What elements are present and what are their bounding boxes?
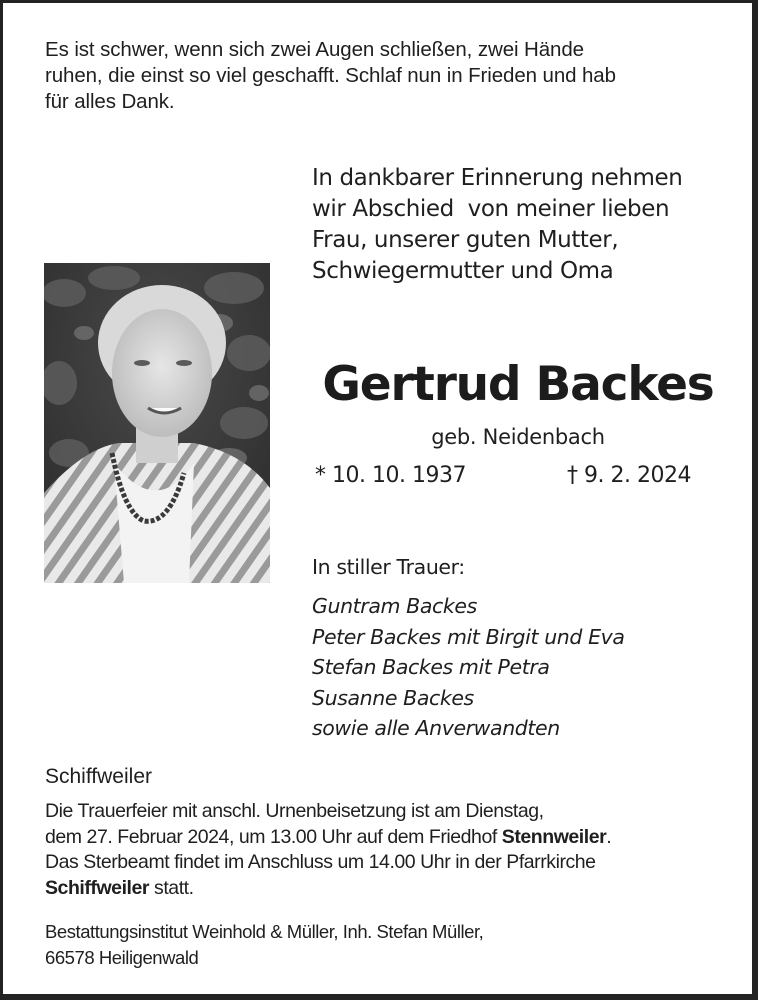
mourner-name: sowie alle Anverwandten (312, 716, 560, 740)
portrait-image-icon (44, 263, 270, 583)
mourners-list (312, 591, 732, 744)
deceased-name: Gertrud Backes (322, 357, 714, 412)
funeral-home (45, 919, 745, 970)
funeral-home-line: Bestattungsinstitut Weinhold & Müller, Inh. Stefan Müller, (45, 921, 484, 942)
funeral-home-line: 66578 Heiligenwald (45, 946, 199, 968)
memory-line: In dankbarer Erinnerung nehmen (312, 165, 683, 191)
mourner-name: Peter Backes mit Birgit und Eva (312, 624, 625, 649)
intro-verse (45, 37, 735, 115)
service-text: . (606, 825, 612, 848)
death-date: † 9. 2. 2024 (567, 463, 691, 488)
intro-line: für alles Dank. (45, 90, 175, 113)
cemetery-name: Stennweiler (501, 825, 607, 848)
birth-date: * 10. 10. 1937 (315, 463, 466, 488)
church-location: Schiffweiler (45, 876, 150, 899)
mourner-name: Guntram Backes (312, 594, 477, 618)
intro-line: ruhen, die einst so viel geschafft. Schlaf nun in Frieden und hab (45, 64, 616, 87)
mourner-name: Susanne Backes (312, 685, 474, 710)
portrait-photo (44, 263, 270, 583)
memory-line: Frau, unserer guten Mutter, (312, 227, 619, 253)
service-text: statt. (149, 876, 194, 899)
mourner-name: Stefan Backes mit Petra (312, 655, 550, 679)
life-dates (315, 461, 725, 491)
service-line: Die Trauerfeier mit anschl. Urnenbeisetzung ist am Dienstag, (45, 800, 544, 822)
memory-line: wir Abschied von meiner lieben (312, 196, 670, 222)
place-name: Schiffweiler (45, 765, 152, 788)
service-line (45, 825, 745, 851)
mourners-label: In stiller Trauer: (312, 555, 465, 579)
memory-line: Schwiegermutter und Oma (312, 258, 614, 284)
service-text: dem 27. Februar 2024, um 13.00 Uhr auf dem Friedhof (45, 825, 502, 848)
service-line: Das Sterbeamt findet im Anschluss um 14.00 Uhr in der Pfarrkirche (45, 851, 596, 873)
intro-line: Es ist schwer, wenn sich zwei Augen schließen, zwei Hände (45, 38, 584, 61)
maiden-name: geb. Neidenbach (431, 425, 605, 449)
service-line (45, 876, 745, 902)
memory-statement (312, 163, 732, 287)
service-details (45, 799, 745, 901)
